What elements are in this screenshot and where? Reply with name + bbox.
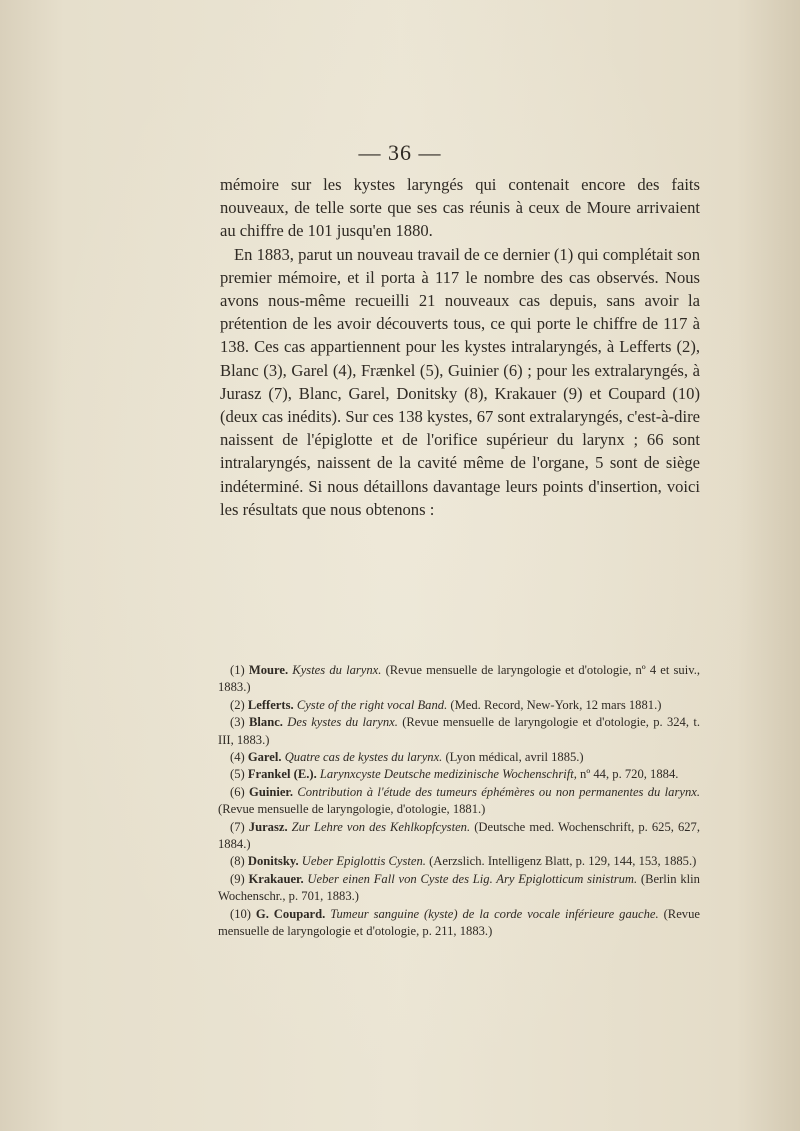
body-text bbox=[220, 173, 700, 521]
footnote-number: (3) bbox=[230, 715, 245, 730]
footnote-author: Krakauer. bbox=[248, 871, 304, 886]
paragraph-2: En 1883, parut un nouveau travail de ce dernier (1) qui complétait son premier mémoire, et il porta à 117 le nombre des cas observés. Nous avons nous-même recueilli 21 nouveaux cas depuis, sans avoir la prétention de les avoir découverts tous, ce qui porte le chiffre de 117 à 138. Ces cas appartiennent pour les kystes intralaryngés, à Lefferts (2), Blanc (3), Garel (4), Frænkel (5), Guinier (6) ; pour les extralaryngés, à Jurasz (7), Blanc, Garel, Donitsky (8), Krakauer (9) et Coupard (10) (deux cas inédits). Sur ces 138 kystes, 67 sont extralaryngés, c'est-à-dire naissent de l'épiglotte et de l'orifice supérieur du larynx ; 66 sont intralaryngés, naissent de la cavité même de l'organe, 5 sont de siège indéterminé. Si nous détaillons davantage leurs points d'insertion, voici les résultats que nous obtenons : bbox=[220, 244, 700, 519]
footnote-source: (Aerzslich. Intelligenz Blatt, p. 129, 144, 153, 1885.) bbox=[429, 854, 697, 869]
footnote-number: (2) bbox=[230, 697, 245, 712]
footnote-title: Larynxcyste Deutsche medizinische Wochenschrift, bbox=[319, 767, 577, 782]
footnote-title: Tumeur sanguine (kyste) de la corde vocale inférieure gauche. bbox=[330, 906, 659, 921]
footnote-8 bbox=[218, 853, 700, 870]
footnote-title: Contribution à l'étude des tumeurs éphémères ou non permanentes du larynx. bbox=[297, 784, 701, 799]
footnote-10 bbox=[218, 906, 700, 941]
footnote-author: Frankel (E.). bbox=[247, 767, 317, 782]
footnote-1 bbox=[218, 662, 700, 697]
footnote-author: Garel. bbox=[247, 750, 282, 765]
footnote-3 bbox=[218, 714, 700, 749]
footnote-author: Guinier. bbox=[249, 784, 294, 799]
footnote-source: (Revue mensuelle de laryngologie et d'otologie, nº 4 et suiv., 1883.) bbox=[218, 663, 701, 695]
footnote-author: Moure. bbox=[248, 663, 289, 677]
footnote-number: (6) bbox=[230, 784, 245, 799]
footnote-title: Cyste of the right vocal Band. bbox=[296, 697, 448, 712]
footnote-number: (1) bbox=[230, 663, 245, 677]
paragraph-1: mémoire sur les kystes laryngés qui contenait encore des faits nouveaux, de telle sorte que ses cas réunis à ceux de Moure arrivaient au chiffre de 101 jusqu'en 1880. bbox=[220, 175, 700, 241]
footnote-number: (9) bbox=[230, 871, 245, 886]
footnote-6 bbox=[218, 784, 700, 819]
footnote-source: (Lyon médical, avril 1885.) bbox=[445, 750, 584, 765]
footnote-author: Donitsky. bbox=[247, 854, 299, 869]
footnote-author: Jurasz. bbox=[248, 819, 288, 834]
footnote-number: (4) bbox=[230, 750, 245, 765]
footnote-5 bbox=[218, 766, 700, 783]
footnote-author: Blanc. bbox=[249, 715, 283, 730]
footnote-4 bbox=[218, 749, 700, 766]
footnote-title: Zur Lehre von des Kehlkopfcysten. bbox=[291, 819, 471, 834]
footnote-source: (Revue mensuelle de laryngologie et d'otologie, p. 324, t. III, 1883.) bbox=[218, 715, 700, 747]
footnote-source: nº 44, p. 720, 1884. bbox=[580, 767, 679, 782]
footnote-source: (Revue mensuelle de laryngologie et d'otologie, p. 211, 1883.) bbox=[218, 906, 700, 939]
footnote-title: Kystes du larynx. bbox=[292, 663, 382, 677]
footnote-source: (Revue mensuelle de laryngologie, d'otologie, 1881.) bbox=[218, 802, 486, 817]
footnote-number: (8) bbox=[230, 854, 245, 869]
footnote-number: (10) bbox=[230, 906, 251, 921]
footnote-title: Ueber einen Fall von Cyste des Lig. Ary Epiglotticum sinistrum. bbox=[307, 871, 638, 886]
footnote-title: Quatre cas de kystes du larynx. bbox=[284, 750, 443, 765]
footnote-number: (5) bbox=[230, 767, 245, 782]
footnote-source: (Med. Record, New-York, 12 mars 1881.) bbox=[450, 697, 662, 712]
footnote-9 bbox=[218, 871, 700, 906]
footnote-title: Des kystes du larynx. bbox=[287, 715, 398, 730]
footnote-number: (7) bbox=[230, 819, 245, 834]
footnote-source: (Deutsche med. Wochenschrift, p. 625, 627, 1884.) bbox=[218, 819, 700, 852]
footnote-source: (Berlin klin Wochenschr., p. 701, 1883.) bbox=[218, 871, 700, 904]
page-number: — 36 — bbox=[358, 140, 442, 165]
footnote-author: Lefferts. bbox=[247, 697, 294, 712]
footnote-2 bbox=[218, 697, 700, 714]
footnote-author: G. Coupard. bbox=[255, 906, 326, 921]
footnotes bbox=[218, 662, 700, 941]
footnote-7 bbox=[218, 819, 700, 854]
footnote-title: Ueber Epiglottis Cysten. bbox=[301, 854, 426, 869]
